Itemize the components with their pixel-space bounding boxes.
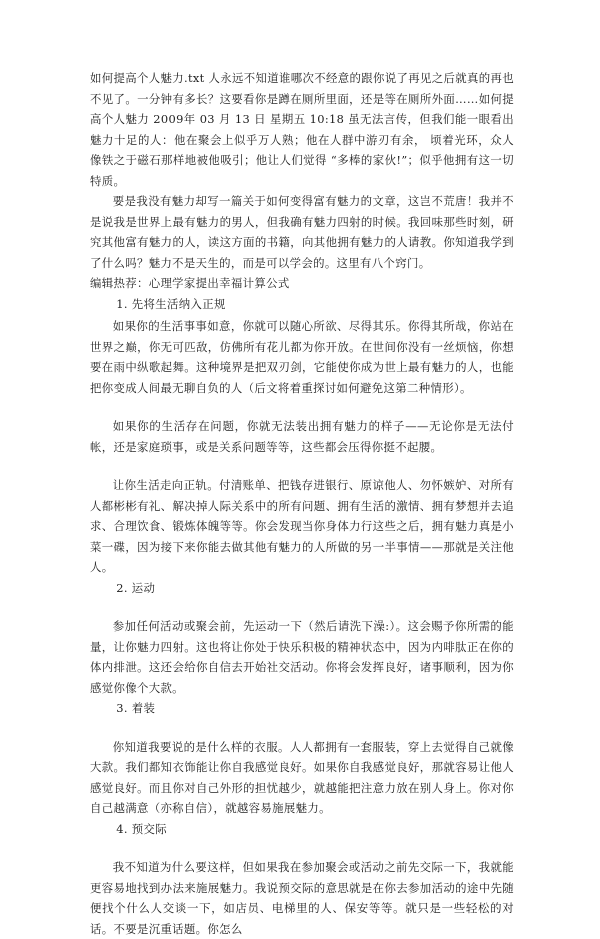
editor-note: 编辑热荐：心理学家提出幸福计算公式 [90,276,290,290]
section-heading-1: 1. 先将生活纳入正规 [116,296,226,311]
section-4-paragraph-1: 我不知道为什么要这样，但如果我在参加聚会或活动之前先交际一下，我就能更容易地找到办法来施展魅力。我说预交际的意思就是在你去参加活动的途中先随便找个什么人交谈一下，如店员、电梯里的人、保安等等。就只是一些轻松的对话。不要是沉重话题。你怎么 [90,860,514,936]
intro-paragraph-2: 要是我没有魅力却写一篇关于如何变得富有魅力的文章，这岂不荒唐！我并不是说我是世界上最有魅力的男人，但我确有魅力四射的时候。我回味那些时刻，研究其他富有魅力的人，读这方面的书籍，向其他拥有魅力的人请教。你知道我学到了什么吗？魅力不是天生的，而是可以学会的。这里有八个窍门。 [90,194,514,270]
section-heading-3: 3. 着装 [116,701,156,715]
section-1-paragraph-2: 如果你的生活存在问题，你就无法装出拥有魅力的样子——无论你是无法付帐，还是家庭琐事，或是关系问题等等，这些都会压得你挺不起腰。 [90,419,514,454]
section-2-paragraph-1: 参加任何活动或聚会前，先运动一下（然后请洗下澡:）。这会赐予你所需的能量，让你魅力四射。这也将让你处于快乐积极的精神状态中，因为内啡肽正在你的体内排泄。这还会给你自信去开始社交活动。你将会发挥良好，诸事顺利，因为你感觉你像个大款。 [90,619,514,695]
section-1-paragraph-3: 让你生活走向正轨。付清账单、把钱存进银行、原谅他人、勿怀嫉妒、对所有人都彬彬有礼、解决掉人际关系中的所有问题、拥有生活的激情、拥有梦想并去追求、合理饮食、锻炼体魄等等。你会发现当你身体力行这些之后，拥有魅力真是小菜一碟，因为接下来你能去做其他有魅力的人所做的另一半事情——那就是关注他人。 [90,478,514,574]
intro-paragraph-1: 如何提高个人魅力.txt 人永远不知道谁哪次不经意的跟你说了再见之后就真的再也不见了。一分钟有多长？这要看你是蹲在厕所里面，还是等在厕所外面……如何提高个人魅力 2009年 03 月 13 日 星期五 10:18 虽无法言传，但我们能一眼看出魅力十足的人：他在聚会上似乎万人熟；他在人群中游刃有余， 顷着光环，众人像铁之于磁石那样地被他吸引；他让人们觉得 “多棒的家伙!”；似乎他拥有这一切特质。 [90,71,514,188]
section-3-paragraph-1: 你知道我要说的是什么样的衣服。人人都拥有一套服装，穿上去觉得自己就像大款。我们都知衣饰能让你自我感觉良好。如果你自我感觉良好，那就容易让他人感觉良好。而且你对自己外形的担忧越少，就越能把注意力放在别人身上。你对你自己越满意（亦称自信），就越容易施展魅力。 [90,739,514,815]
section-1-paragraph-1: 如果你的生活事事如意，你就可以随心所欲、尽得其乐。你得其所哉，你站在世界之巅，你无可匹敌，仿佛所有花儿都为你开放。在世间你没有一丝烦恼，你想要在雨中纵歌起舞。这种境界是把双刃剑，它能使你成为世上最有魅力的人，也能把你变成人间最无聊自负的人（后文将着重探讨如何避免这第二种情形）。 [90,319,514,395]
section-heading-4: 4. 预交际 [116,821,167,836]
section-heading-2: 2. 运动 [116,580,156,595]
